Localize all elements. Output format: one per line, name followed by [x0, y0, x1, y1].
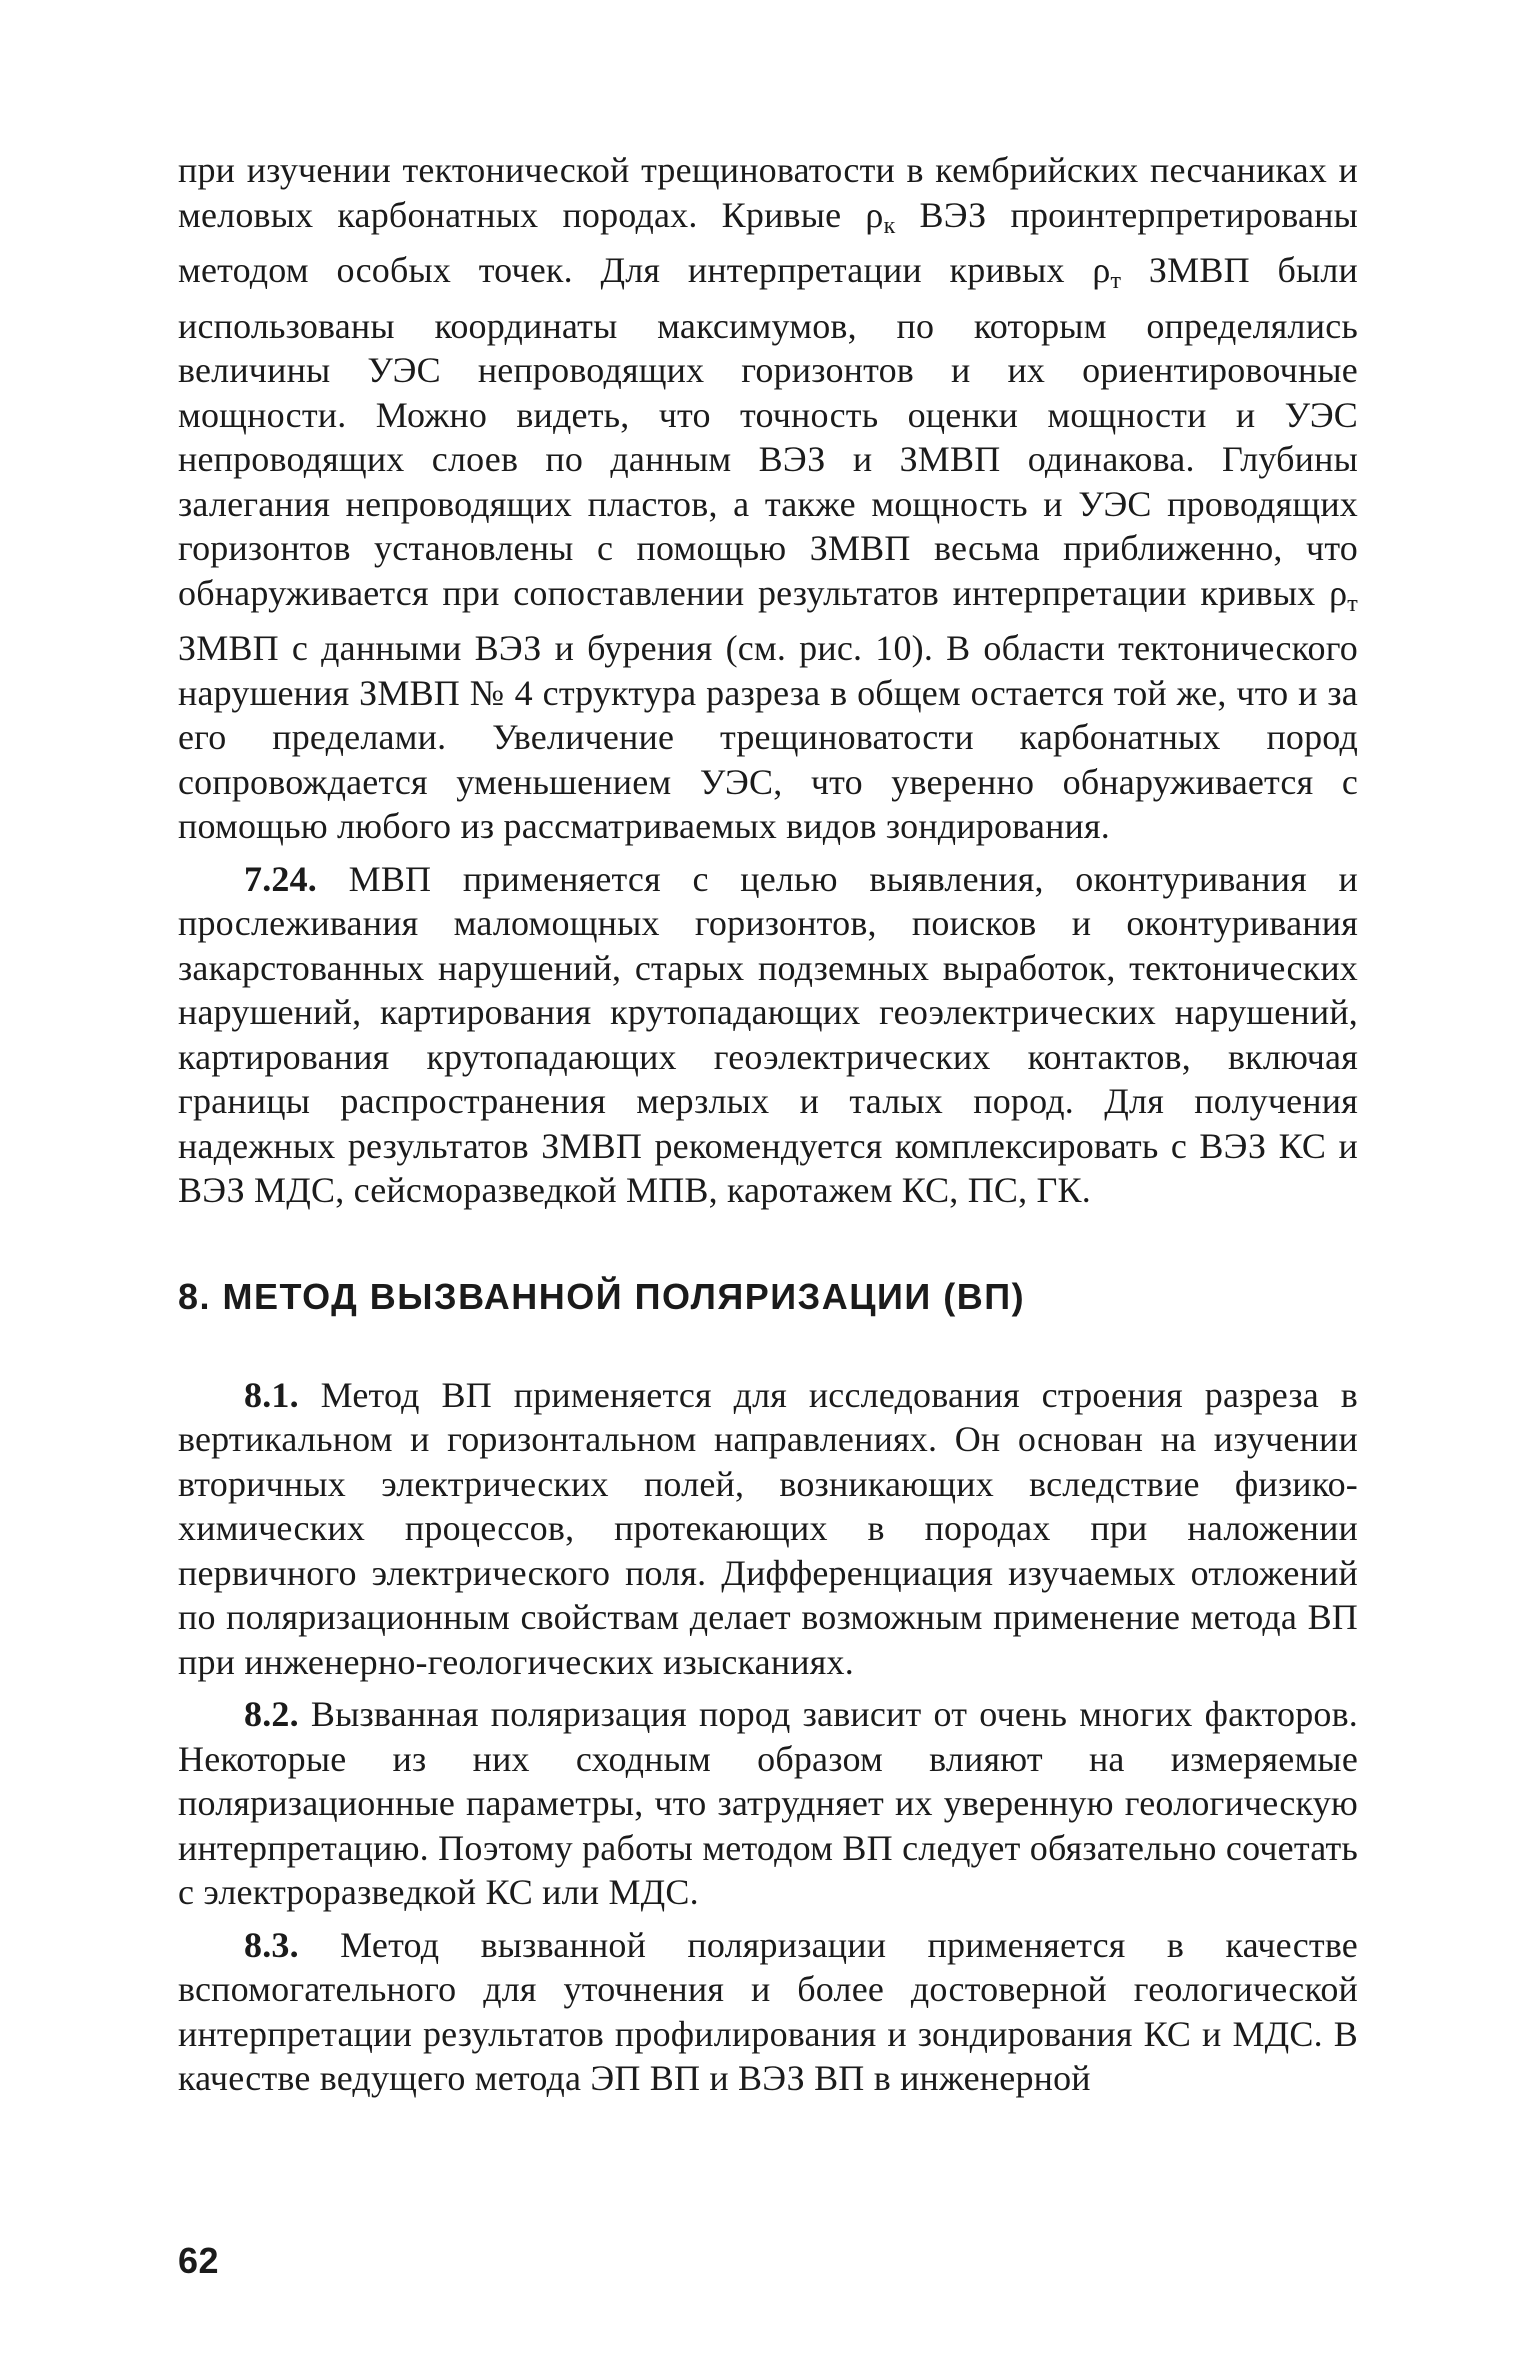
rho-t-subscript: т — [1110, 268, 1122, 294]
intro-paragraph — [178, 148, 1358, 849]
paragraph-text: Вызванная поляризация пород зависит от очень многих факторов. Некоторые из них сходным образом влияют на измеряемые поляризационные параметры, что затрудняет их уверенную геологическую интерпретацию. Поэтому работы методом ВП следует обязательно сочетать с электроразведкой КС или МДС. — [178, 1694, 1358, 1912]
paragraph-8-2 — [178, 1692, 1358, 1915]
paragraph-number: 8.3. — [244, 1924, 299, 1965]
paragraph-text: Метод вызванной поляризации применяется в качестве вспомогательного для уточнения и более достоверной геологической интерпретации результатов профилирования и зондирования КС и МДС. В качестве ведущего метода ЭП ВП и ВЭЗ ВП в инженерной — [178, 1924, 1358, 2098]
intro-text-1: при изучении тектонической трещиноватости в кембрийских песчаниках и меловых карбонатных породах. Кривые ρ — [178, 150, 1358, 235]
paragraph-number: 7.24. — [244, 858, 317, 899]
paragraph-text: МВП применяется с целью выявления, оконтуривания и прослеживания маломощных горизонтов, поисков и оконтуривания закарстованных нарушений, старых подземных выработок, тектонических нарушений, картирования крутопадающих геоэлектрических нарушений, картирования крутопадающих геоэлектрических контактов, включая границы распространения мерзлых и талых пород. Для получения надежных результатов ЗМВП рекомендуется комплексировать с ВЭЗ КС и ВЭЗ МДС, сейсморазведкой МПВ, каротажем КС, ПС, ГК. — [178, 858, 1358, 1210]
section-heading: 8. МЕТОД ВЫЗВАННОЙ ПОЛЯРИЗАЦИИ (ВП) — [178, 1275, 1026, 1317]
page-body — [178, 148, 1358, 2101]
paragraph-8-3 — [178, 1923, 1358, 2101]
rho-k-subscript: к — [883, 212, 896, 239]
page-number: 62 — [178, 2240, 220, 2281]
paragraph-7-24 — [178, 857, 1358, 1213]
rho-t-subscript-2: т — [1347, 590, 1358, 617]
paragraph-number: 8.2. — [244, 1694, 299, 1734]
intro-text-3: ЗМВП были использованы координаты максимумов, по которым определялись величины УЭС непроводящих горизонтов и их ориентировочные мощности. Можно видеть, что точность оценки мощности и УЭС непроводящих слоев по данным ВЭЗ и ЗМВП одинакова. Глубины залегания непроводящих пластов, а также мощность и УЭС проводящих горизонтов установлены с помощью ЗМВП весьма приближенно, что обнаруживается при сопоставлении результатов интерпретации кривых ρ — [178, 250, 1358, 613]
paragraph-number: 8.1. — [244, 1374, 299, 1415]
paragraph-8-1 — [178, 1373, 1358, 1685]
intro-text-2: ВЭЗ проинтерпретированы методом особых точек. Для интерпретации кривых ρ — [178, 194, 1358, 290]
intro-text-4: ЗМВП с данными ВЭЗ и бурения (см. рис. 10). В области тектонического нарушения ЗМВП № 4 структура разреза в общем остается той же, что и за его пределами. Увеличение трещиноватости карбонатных пород сопровождается уменьшением УЭС, что уверенно обнаруживается с помощью любого из рассматриваемых видов зондирования. — [178, 628, 1358, 846]
paragraph-text: Метод ВП применяется для исследования строения разреза в вертикальном и горизонтальном направлениях. Он основан на изучении вторичных электрических полей, возникающих вследствие физико-химических процессов, протекающих в породах при наложении первичного электрического поля. Дифференциация изучаемых отложений по поляризационным свойствам делает возможным применение метода ВП при инженерно-геологических изысканиях. — [178, 1374, 1358, 1682]
